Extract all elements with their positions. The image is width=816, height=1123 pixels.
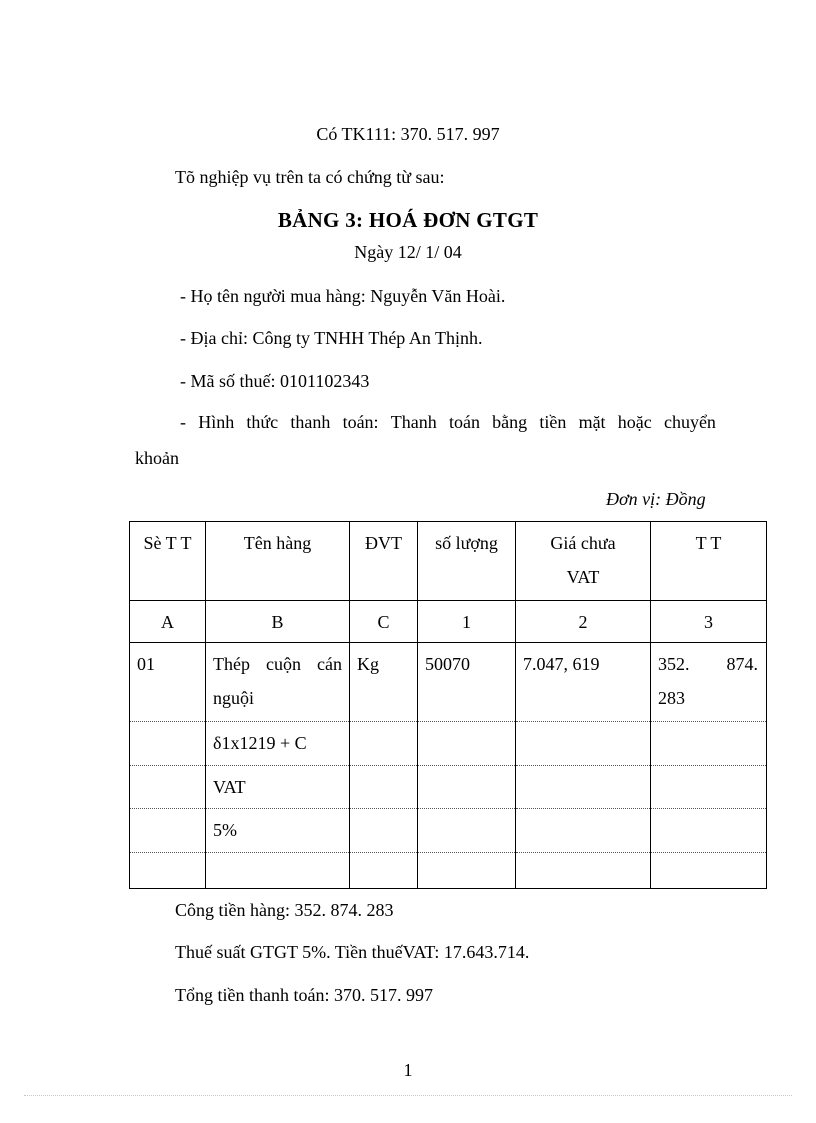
currency-unit: Đơn vị: Đồng xyxy=(606,489,706,509)
header-stt: Sè T T xyxy=(130,522,206,601)
buyer-address: - Địa chỉ: Công ty TNHH Thép An Thịnh. xyxy=(180,328,483,348)
table-row xyxy=(130,853,767,889)
page-number: 1 xyxy=(403,1060,413,1080)
subheader-b: B xyxy=(206,601,350,643)
table-header-row xyxy=(130,522,767,601)
intro-text: Tõ nghiệp vụ trên ta có chứng từ sau: xyxy=(175,167,445,187)
row-vat-label: VAT xyxy=(206,766,350,809)
table-row xyxy=(130,722,767,766)
row-unit: Kg xyxy=(350,643,418,722)
subheader-3: 3 xyxy=(651,601,767,643)
invoice-table xyxy=(129,521,767,889)
table-row xyxy=(130,643,767,722)
payment-method-continuation: khoản xyxy=(135,448,179,468)
row-quantity: 50070 xyxy=(418,643,516,722)
table-subheader-row xyxy=(130,601,767,643)
total-goods: Công tiền hàng: 352. 874. 283 xyxy=(175,900,394,920)
table-row xyxy=(130,766,767,809)
buyer-name: - Họ tên người mua hàng: Nguyễn Văn Hoài. xyxy=(180,286,506,306)
table-row xyxy=(130,809,767,853)
row-item-name: Thép cuộn cán nguội xyxy=(206,643,350,722)
vat-summary: Thuế suất GTGT 5%. Tiền thuếVAT: 17.643.714. xyxy=(175,942,530,962)
subheader-c: C xyxy=(350,601,418,643)
row-vat-rate: 5% xyxy=(206,809,350,853)
header-quantity: số lượng xyxy=(418,522,516,601)
invoice-date: Ngày 12/ 1/ 04 xyxy=(354,242,462,262)
grand-total: Tổng tiền thanh toán: 370. 517. 997 xyxy=(175,985,433,1005)
row-price: 7.047, 619 xyxy=(516,643,651,722)
row-total: 352. 874. 283 xyxy=(651,643,767,722)
buyer-tax-code: - Mã số thuế: 0101102343 xyxy=(180,371,370,391)
subheader-2: 2 xyxy=(516,601,651,643)
invoice-title: BẢNG 3: HOÁ ĐƠN GTGT xyxy=(277,208,539,232)
row-stt: 01 xyxy=(130,643,206,722)
payment-method: - Hình thức thanh toán: Thanh toán bằng tiền mặt hoặc chuyển xyxy=(180,412,716,432)
subheader-1: 1 xyxy=(418,601,516,643)
subheader-a: A xyxy=(130,601,206,643)
page-footer-divider xyxy=(24,1095,792,1096)
header-item-name: Tên hàng xyxy=(206,522,350,601)
header-total: T T xyxy=(651,522,767,601)
header-price: Giá chưa VAT xyxy=(516,522,651,601)
row-item-spec: δ1x1219 + C xyxy=(206,722,350,766)
header-unit: ĐVT xyxy=(350,522,418,601)
credit-line: Có TK111: 370. 517. 997 xyxy=(316,124,500,144)
